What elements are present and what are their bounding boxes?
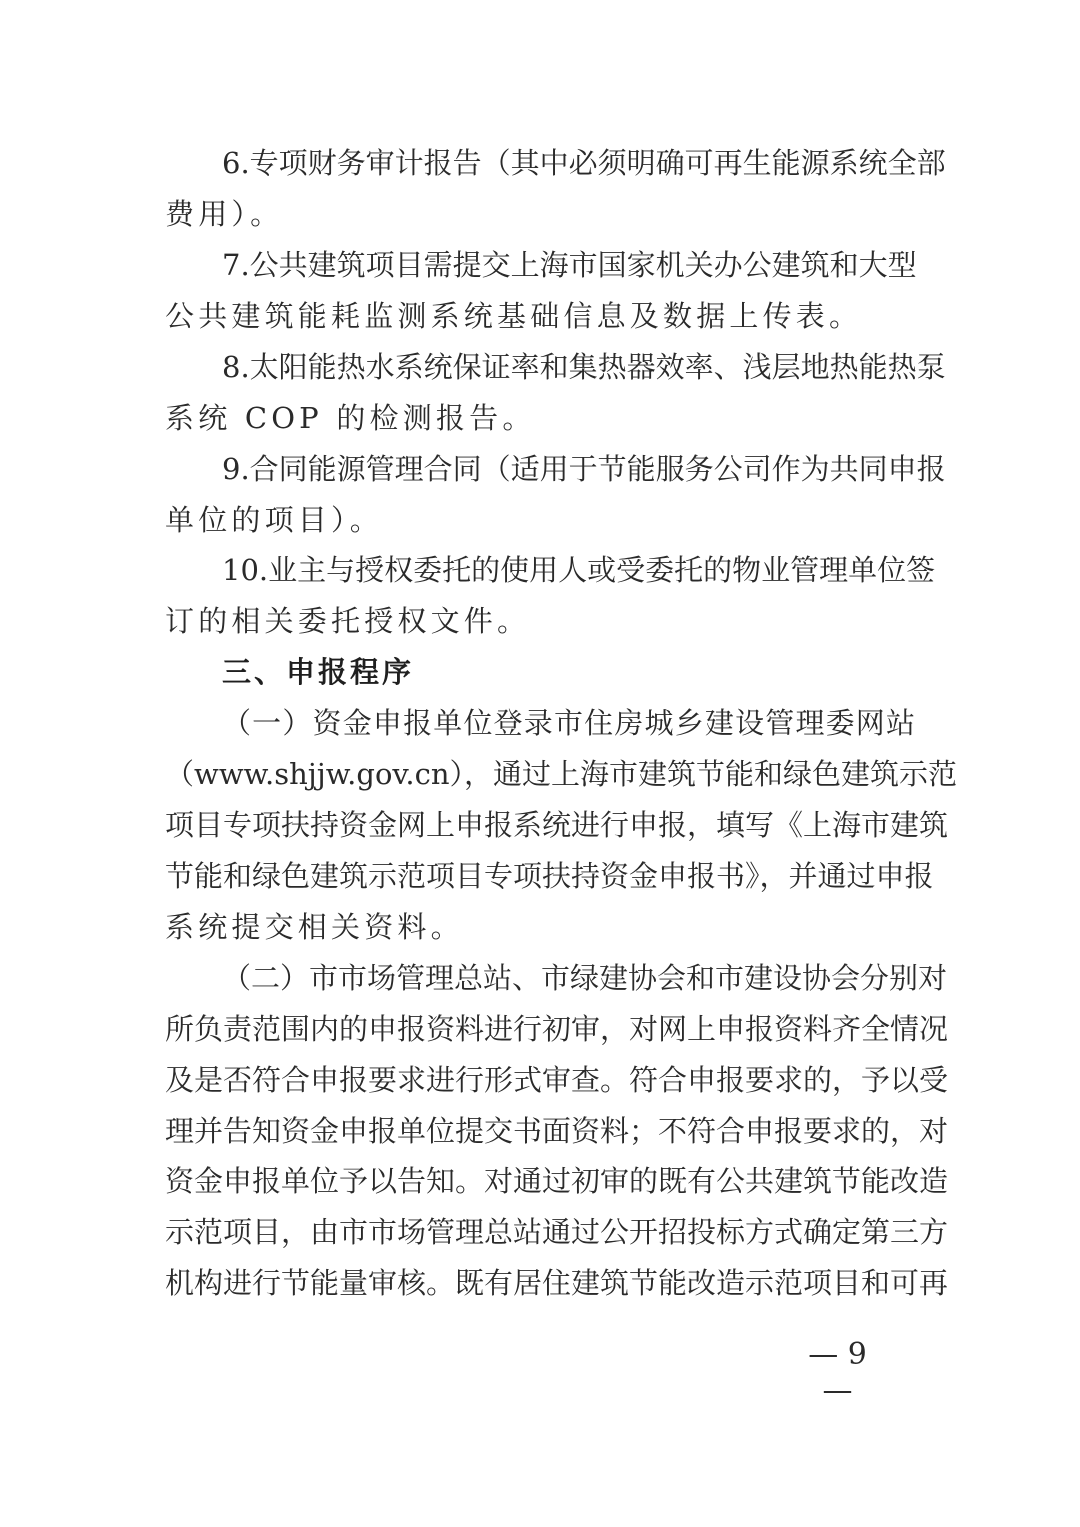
paragraph-1-line-4: 节能和绿色建筑示范项目专项扶持资金申报书》，并通过申报 — [165, 859, 934, 893]
item-7-line-1: 7.公共建筑项目需提交上海市国家机关办公建筑和大型 — [222, 248, 917, 282]
paragraph-1-line-5: 系统提交相关资料。 — [165, 910, 464, 944]
paragraph-1-line-3: 项目专项扶持资金网上申报系统进行申报，填写《上海市建筑 — [165, 808, 949, 842]
item-8-line-2: 系统 COP 的检测报告。 — [165, 401, 536, 435]
paragraph-2-line-5: 资金申报单位予以告知。对通过初审的既有公共建筑节能改造 — [165, 1164, 949, 1198]
paragraph-1-line-2: （www.shjjw.gov.cn），通过上海市建筑节能和绿色建筑示范 — [165, 757, 957, 791]
item-8-line-1: 8.太阳能热水系统保证率和集热器效率、浅层地热能热泵 — [222, 350, 946, 384]
item-9-line-2: 单位的项目）。 — [165, 503, 383, 537]
item-6-line-1: 6.专项财务审计报告（其中必须明确可再生能源系统全部 — [222, 146, 946, 180]
paragraph-2-line-1: （二）市市场管理总站、市绿建协会和市建设协会分别对 — [222, 961, 948, 995]
item-7-line-2: 公共建筑能耗监测系统基础信息及数据上传表。 — [165, 299, 863, 333]
item-9-line-1: 9.合同能源管理合同（适用于节能服务公司作为共同申报 — [222, 452, 946, 486]
paragraph-2-line-3: 及是否符合申报要求进行形式审查。符合申报要求的，予以受 — [165, 1063, 949, 1097]
paragraph-2-line-2: 所负责范围内的申报资料进行初审，对网上申报资料齐全情况 — [165, 1012, 949, 1046]
paragraph-2-line-7: 机构进行节能量审核。既有居住建筑节能改造示范项目和可再 — [165, 1266, 949, 1300]
paragraph-2-line-4: 理并告知资金申报单位提交书面资料；不符合申报要求的，对 — [165, 1114, 949, 1148]
item-10-line-1: 10.业主与授权委托的使用人或受委托的物业管理单位签 — [222, 553, 936, 587]
section-heading: 三、申报程序 — [222, 655, 415, 689]
item-10-line-2: 订的相关委托授权文件。 — [165, 604, 531, 638]
page-number: — 9 — — [808, 1337, 867, 1408]
paragraph-2-line-6: 示范项目，由市市场管理总站通过公开招投标方式确定第三方 — [165, 1215, 949, 1249]
item-6-line-2: 费用）。 — [165, 197, 284, 231]
paragraph-1-line-1: （一）资金申报单位登录市住房城乡建设管理委网站 — [222, 706, 915, 740]
